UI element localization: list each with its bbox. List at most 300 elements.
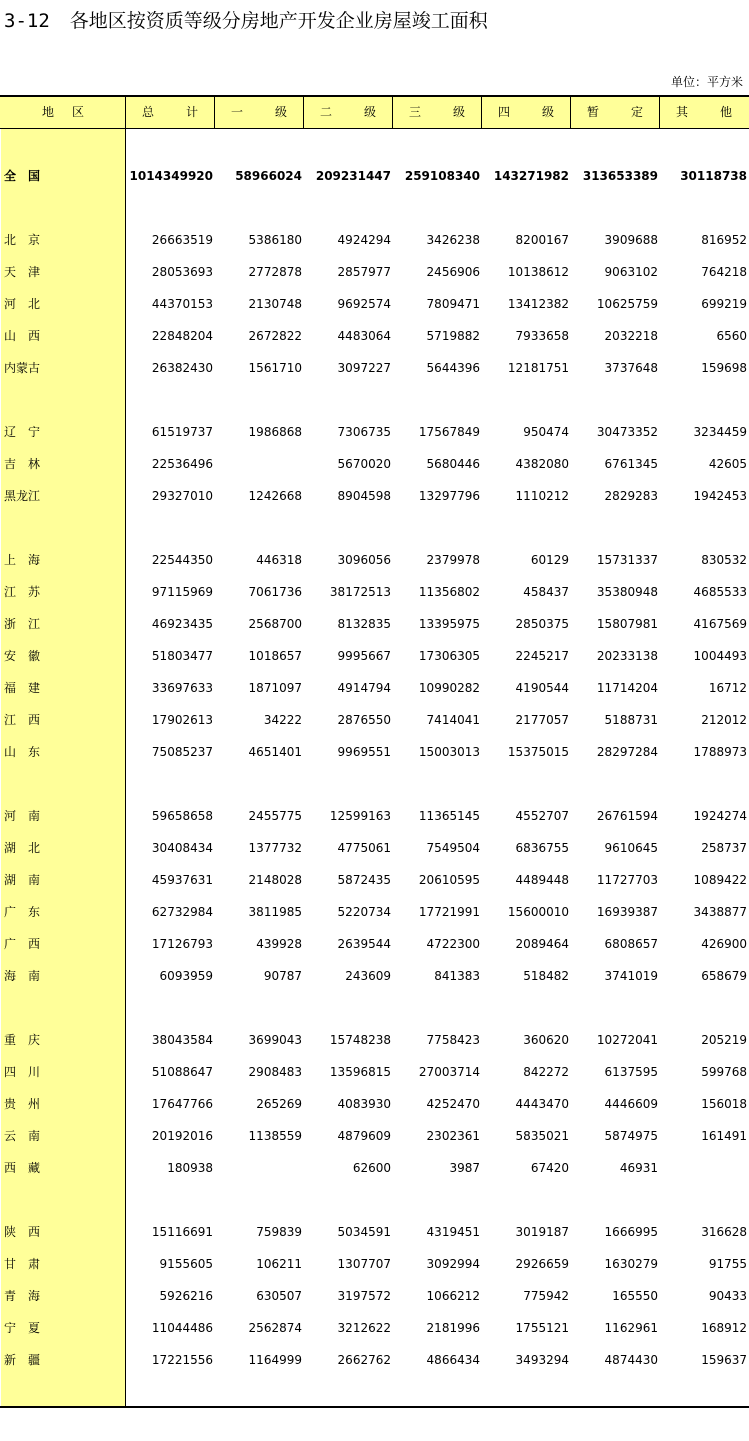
cell-value: 4914794 — [337, 681, 391, 695]
cell-value: 5926216 — [159, 1289, 213, 1303]
cell-value: 13596815 — [329, 1065, 391, 1079]
cell-value: 44370153 — [151, 297, 213, 311]
region-name: 黑龙江 — [4, 489, 41, 503]
cell-value: 446318 — [256, 553, 302, 567]
cell-value: 28297284 — [596, 745, 658, 759]
table-row — [0, 838, 749, 858]
region-name: 广 西 — [4, 937, 41, 951]
region-name: 上 海 — [4, 553, 41, 567]
cell-value: 316628 — [701, 1225, 747, 1239]
cell-value: 1561710 — [248, 361, 302, 375]
cell-value: 9155605 — [159, 1257, 213, 1271]
cell-value: 30118738 — [680, 169, 747, 183]
cell-value: 5220734 — [337, 905, 391, 919]
cell-value: 5188731 — [604, 713, 658, 727]
cell-value: 1162961 — [604, 1321, 658, 1335]
cell-value: 205219 — [701, 1033, 747, 1047]
region-name: 福 建 — [4, 681, 41, 695]
cell-value: 3741019 — [604, 969, 658, 983]
region-name: 江 西 — [4, 713, 41, 727]
cell-value: 3197572 — [337, 1289, 391, 1303]
column-divider — [303, 96, 304, 128]
cell-value: 30473352 — [596, 425, 658, 439]
cell-value: 1138559 — [248, 1129, 302, 1143]
cell-value: 1788973 — [693, 745, 747, 759]
cell-value: 4382080 — [515, 457, 569, 471]
cell-value: 67420 — [530, 1161, 569, 1175]
header-grade2: 二 级 — [320, 105, 376, 119]
header-grade3: 三 级 — [409, 105, 465, 119]
cell-value: 458437 — [523, 585, 569, 599]
cell-value: 11365145 — [418, 809, 480, 823]
cell-value: 4651401 — [248, 745, 302, 759]
cell-value: 3811985 — [248, 905, 302, 919]
cell-value: 51088647 — [151, 1065, 213, 1079]
cell-value: 4446609 — [604, 1097, 658, 1111]
cell-value: 15731337 — [596, 553, 658, 567]
cell-value: 830532 — [701, 553, 747, 567]
region-name: 西 藏 — [4, 1161, 41, 1175]
cell-value: 426900 — [701, 937, 747, 951]
cell-value: 143271982 — [493, 169, 569, 183]
cell-value: 2876550 — [337, 713, 391, 727]
cell-value: 2148028 — [248, 873, 302, 887]
cell-value: 5719882 — [426, 329, 480, 343]
table-row — [0, 326, 749, 346]
cell-value: 29327010 — [151, 489, 213, 503]
cell-value: 699219 — [701, 297, 747, 311]
region-name: 安 徽 — [4, 649, 41, 663]
cell-value: 6137595 — [604, 1065, 658, 1079]
cell-value: 212012 — [701, 713, 747, 727]
cell-value: 259108340 — [404, 169, 480, 183]
cell-value: 9610645 — [604, 841, 658, 855]
cell-value: 1242668 — [248, 489, 302, 503]
cell-value: 5644396 — [426, 361, 480, 375]
cell-value: 7549504 — [426, 841, 480, 855]
region-name: 吉 林 — [4, 457, 41, 471]
region-name: 北 京 — [4, 233, 41, 247]
cell-value: 8904598 — [337, 489, 391, 503]
cell-value: 5386180 — [248, 233, 302, 247]
cell-value: 106211 — [256, 1257, 302, 1271]
cell-value: 15748238 — [329, 1033, 391, 1047]
table-row — [0, 678, 749, 698]
cell-value: 2662762 — [337, 1353, 391, 1367]
region-name: 青 海 — [4, 1289, 41, 1303]
cell-value: 10272041 — [596, 1033, 658, 1047]
region-name: 广 东 — [4, 905, 41, 919]
cell-value: 599768 — [701, 1065, 747, 1079]
cell-value: 2829283 — [604, 489, 658, 503]
cell-value: 3737648 — [604, 361, 658, 375]
cell-value: 258737 — [701, 841, 747, 855]
cell-value: 360620 — [523, 1033, 569, 1047]
table-row — [0, 1158, 749, 1178]
region-name: 新 疆 — [4, 1353, 41, 1367]
table-row — [0, 1350, 749, 1370]
unit-label: 单位：平方米 — [670, 75, 743, 89]
cell-value: 3438877 — [693, 905, 747, 919]
cell-value: 46931 — [619, 1161, 658, 1175]
cell-value: 61519737 — [151, 425, 213, 439]
cell-value: 159637 — [701, 1353, 747, 1367]
header-rule — [0, 128, 749, 129]
cell-value: 8132835 — [337, 617, 391, 631]
region-name: 贵 州 — [4, 1097, 41, 1111]
bottom-rule — [0, 1406, 749, 1408]
cell-value: 46923435 — [151, 617, 213, 631]
cell-value: 97115969 — [151, 585, 213, 599]
cell-value: 20233138 — [596, 649, 658, 663]
cell-value: 26382430 — [151, 361, 213, 375]
cell-value: 4167569 — [693, 617, 747, 631]
cell-value: 3987 — [449, 1161, 480, 1175]
cell-value: 2245217 — [515, 649, 569, 663]
cell-value: 2850375 — [515, 617, 569, 631]
cell-value: 1377732 — [248, 841, 302, 855]
cell-value: 6560 — [716, 329, 747, 343]
region-name: 浙 江 — [4, 617, 41, 631]
cell-value: 1307707 — [337, 1257, 391, 1271]
cell-value: 17221556 — [151, 1353, 213, 1367]
cell-value: 15600010 — [507, 905, 569, 919]
region-name: 天 津 — [4, 265, 41, 279]
table-row — [0, 1318, 749, 1338]
cell-value: 20610595 — [418, 873, 480, 887]
cell-value: 4685533 — [693, 585, 747, 599]
cell-value: 4552707 — [515, 809, 569, 823]
cell-value: 518482 — [523, 969, 569, 983]
cell-value: 4775061 — [337, 841, 391, 855]
cell-value: 5835021 — [515, 1129, 569, 1143]
cell-value: 7306735 — [337, 425, 391, 439]
cell-value: 91755 — [708, 1257, 747, 1271]
cell-value: 12599163 — [329, 809, 391, 823]
region-name: 河 北 — [4, 297, 41, 311]
cell-value: 5872435 — [337, 873, 391, 887]
cell-value: 20192016 — [151, 1129, 213, 1143]
cell-value: 27003714 — [418, 1065, 480, 1079]
cell-value: 156018 — [701, 1097, 747, 1111]
table-row — [0, 1062, 749, 1082]
cell-value: 1164999 — [248, 1353, 302, 1367]
cell-value: 62600 — [352, 1161, 391, 1175]
cell-value: 5034591 — [337, 1225, 391, 1239]
cell-value: 13297796 — [418, 489, 480, 503]
table-row — [0, 1254, 749, 1274]
cell-value: 9692574 — [337, 297, 391, 311]
cell-value: 3212622 — [337, 1321, 391, 1335]
cell-value: 1014349920 — [129, 169, 213, 183]
cell-value: 5874975 — [604, 1129, 658, 1143]
cell-value: 4483064 — [337, 329, 391, 343]
region-name: 云 南 — [4, 1129, 41, 1143]
cell-value: 30408434 — [151, 841, 213, 855]
cell-value: 1089422 — [693, 873, 747, 887]
cell-value: 1110212 — [515, 489, 569, 503]
page-title — [4, 6, 488, 33]
cell-value: 4722300 — [426, 937, 480, 951]
table-title: 各地区按资质等级分房地产开发企业房屋竣工面积 — [69, 10, 488, 32]
cell-value: 3092994 — [426, 1257, 480, 1271]
cell-value: 3426238 — [426, 233, 480, 247]
table-row — [0, 454, 749, 474]
cell-value: 2926659 — [515, 1257, 569, 1271]
cell-value: 28053693 — [151, 265, 213, 279]
cell-value: 2130748 — [248, 297, 302, 311]
cell-value: 9063102 — [604, 265, 658, 279]
region-name: 内蒙古 — [4, 361, 41, 375]
table-row — [0, 614, 749, 634]
cell-value: 11044486 — [151, 1321, 213, 1335]
cell-value: 6808657 — [604, 937, 658, 951]
cell-value: 1924274 — [693, 809, 747, 823]
cell-value: 3019187 — [515, 1225, 569, 1239]
cell-value: 34222 — [263, 713, 302, 727]
cell-value: 51803477 — [151, 649, 213, 663]
table-row — [0, 934, 749, 954]
region-name: 海 南 — [4, 969, 41, 983]
cell-value: 4874430 — [604, 1353, 658, 1367]
cell-value: 62732984 — [151, 905, 213, 919]
cell-value: 4190544 — [515, 681, 569, 695]
table-row — [0, 582, 749, 602]
cell-value: 2032218 — [604, 329, 658, 343]
table-row — [0, 902, 749, 922]
cell-value: 7061736 — [248, 585, 302, 599]
cell-value: 22544350 — [151, 553, 213, 567]
cell-value: 17126793 — [151, 937, 213, 951]
cell-value: 2672822 — [248, 329, 302, 343]
region-name: 全 国 — [4, 169, 41, 183]
cell-value: 2455775 — [248, 809, 302, 823]
cell-value: 1871097 — [248, 681, 302, 695]
cell-value: 7809471 — [426, 297, 480, 311]
cell-value: 10625759 — [596, 297, 658, 311]
cell-value: 2379978 — [426, 553, 480, 567]
cell-value: 26761594 — [596, 809, 658, 823]
cell-value: 10990282 — [418, 681, 480, 695]
table-row — [0, 1286, 749, 1306]
table-row — [0, 550, 749, 570]
cell-value: 33697633 — [151, 681, 213, 695]
cell-value: 90787 — [263, 969, 302, 983]
cell-value: 9995667 — [337, 649, 391, 663]
cell-value: 2302361 — [426, 1129, 480, 1143]
table-row — [0, 1030, 749, 1050]
cell-value: 5680446 — [426, 457, 480, 471]
cell-value: 4879609 — [337, 1129, 391, 1143]
region-name: 重 庆 — [4, 1033, 41, 1047]
cell-value: 1755121 — [515, 1321, 569, 1335]
cell-value: 2639544 — [337, 937, 391, 951]
cell-value: 209231447 — [315, 169, 391, 183]
cell-value: 1986868 — [248, 425, 302, 439]
cell-value: 13395975 — [418, 617, 480, 631]
cell-value: 658679 — [701, 969, 747, 983]
cell-value: 11714204 — [596, 681, 658, 695]
region-name: 甘 肃 — [4, 1257, 41, 1271]
cell-value: 3097227 — [337, 361, 391, 375]
cell-value: 11356802 — [418, 585, 480, 599]
region-name: 宁 夏 — [4, 1321, 41, 1335]
cell-value: 7933658 — [515, 329, 569, 343]
cell-value: 90433 — [708, 1289, 747, 1303]
cell-value: 4252470 — [426, 1097, 480, 1111]
table-row — [0, 1222, 749, 1242]
cell-value: 439928 — [256, 937, 302, 951]
region-name: 湖 北 — [4, 841, 41, 855]
cell-value: 1630279 — [604, 1257, 658, 1271]
cell-value: 1666995 — [604, 1225, 658, 1239]
region-name: 辽 宁 — [4, 425, 41, 439]
table-row — [0, 230, 749, 250]
table-number: 3-12 — [4, 10, 50, 32]
cell-value: 265269 — [256, 1097, 302, 1111]
cell-value: 7758423 — [426, 1033, 480, 1047]
table-row — [0, 966, 749, 986]
cell-value: 75085237 — [151, 745, 213, 759]
cell-value: 1942453 — [693, 489, 747, 503]
cell-value: 3909688 — [604, 233, 658, 247]
cell-value: 22536496 — [151, 457, 213, 471]
cell-value: 17306305 — [418, 649, 480, 663]
cell-value: 2568700 — [248, 617, 302, 631]
column-divider — [214, 96, 215, 128]
cell-value: 759839 — [256, 1225, 302, 1239]
table-row — [0, 358, 749, 378]
table-row — [0, 710, 749, 730]
cell-value: 1018657 — [248, 649, 302, 663]
cell-value: 1066212 — [426, 1289, 480, 1303]
cell-value: 12181751 — [507, 361, 569, 375]
cell-value: 6761345 — [604, 457, 658, 471]
cell-value: 11727703 — [596, 873, 658, 887]
cell-value: 22848204 — [151, 329, 213, 343]
cell-value: 842272 — [523, 1065, 569, 1079]
table-row — [0, 166, 749, 186]
header-grade1: 一 级 — [231, 105, 287, 119]
region-name: 山 西 — [4, 329, 41, 343]
table-row — [0, 294, 749, 314]
cell-value: 3234459 — [693, 425, 747, 439]
cell-value: 313653389 — [582, 169, 658, 183]
cell-value: 159698 — [701, 361, 747, 375]
cell-value: 4319451 — [426, 1225, 480, 1239]
cell-value: 3699043 — [248, 1033, 302, 1047]
cell-value: 4489448 — [515, 873, 569, 887]
cell-value: 9969551 — [337, 745, 391, 759]
cell-value: 60129 — [530, 553, 569, 567]
cell-value: 15116691 — [151, 1225, 213, 1239]
table-row — [0, 262, 749, 282]
column-divider — [392, 96, 393, 128]
cell-value: 816952 — [701, 233, 747, 247]
cell-value: 630507 — [256, 1289, 302, 1303]
region-name: 陕 西 — [4, 1225, 41, 1239]
header-region: 地 区 — [42, 105, 84, 119]
cell-value: 950474 — [523, 425, 569, 439]
table-row — [0, 646, 749, 666]
cell-value: 15003013 — [418, 745, 480, 759]
cell-value: 1004493 — [693, 649, 747, 663]
cell-value: 6093959 — [159, 969, 213, 983]
cell-value: 764218 — [701, 265, 747, 279]
cell-value: 17647766 — [151, 1097, 213, 1111]
cell-value: 2857977 — [337, 265, 391, 279]
cell-value: 2181996 — [426, 1321, 480, 1335]
cell-value: 17902613 — [151, 713, 213, 727]
cell-value: 35380948 — [596, 585, 658, 599]
cell-value: 2456906 — [426, 265, 480, 279]
cell-value: 8200167 — [515, 233, 569, 247]
column-divider — [481, 96, 482, 128]
cell-value: 38172513 — [329, 585, 391, 599]
cell-value: 4924294 — [337, 233, 391, 247]
cell-value: 180938 — [167, 1161, 213, 1175]
cell-value: 168912 — [701, 1321, 747, 1335]
cell-value: 15375015 — [507, 745, 569, 759]
column-divider — [659, 96, 660, 128]
header-total: 总 计 — [142, 105, 198, 119]
cell-value: 13412382 — [507, 297, 569, 311]
region-name: 四 川 — [4, 1065, 41, 1079]
cell-value: 6836755 — [515, 841, 569, 855]
cell-value: 841383 — [434, 969, 480, 983]
cell-value: 2772878 — [248, 265, 302, 279]
header-grade4: 四 级 — [498, 105, 554, 119]
cell-value: 4443470 — [515, 1097, 569, 1111]
cell-value: 10138612 — [507, 265, 569, 279]
region-name: 河 南 — [4, 809, 41, 823]
column-divider — [570, 96, 571, 128]
cell-value: 16939387 — [596, 905, 658, 919]
cell-value: 15807981 — [596, 617, 658, 631]
cell-value: 775942 — [523, 1289, 569, 1303]
header-other: 其 他 — [676, 105, 732, 119]
cell-value: 3096056 — [337, 553, 391, 567]
cell-value: 2908483 — [248, 1065, 302, 1079]
cell-value: 165550 — [612, 1289, 658, 1303]
cell-value: 17721991 — [418, 905, 480, 919]
cell-value: 5670020 — [337, 457, 391, 471]
table-row — [0, 1094, 749, 1114]
table-row — [0, 742, 749, 762]
table-row — [0, 1126, 749, 1146]
region-name: 江 苏 — [4, 585, 41, 599]
cell-value: 161491 — [701, 1129, 747, 1143]
table-row — [0, 806, 749, 826]
cell-value: 17567849 — [418, 425, 480, 439]
cell-value: 26663519 — [151, 233, 213, 247]
cell-value: 2562874 — [248, 1321, 302, 1335]
cell-value: 58966024 — [235, 169, 302, 183]
table-row — [0, 870, 749, 890]
cell-value: 38043584 — [151, 1033, 213, 1047]
cell-value: 2177057 — [515, 713, 569, 727]
cell-value: 16712 — [708, 681, 747, 695]
region-name: 湖 南 — [4, 873, 41, 887]
cell-value: 7414041 — [426, 713, 480, 727]
region-name: 山 东 — [4, 745, 41, 759]
cell-value: 2089464 — [515, 937, 569, 951]
cell-value: 4083930 — [337, 1097, 391, 1111]
cell-value: 42605 — [708, 457, 747, 471]
cell-value: 243609 — [345, 969, 391, 983]
cell-value: 45937631 — [151, 873, 213, 887]
table-row — [0, 422, 749, 442]
